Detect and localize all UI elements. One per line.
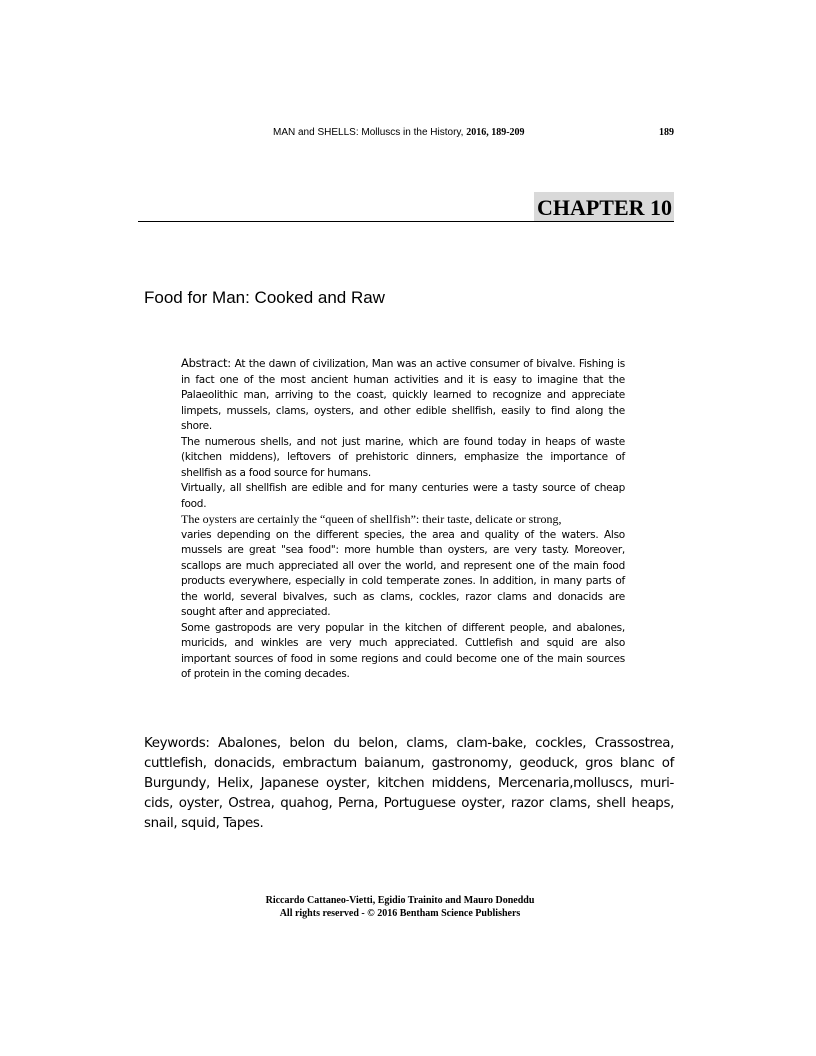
abstract-paragraph: Virtually, all shellfish are edible and for many centuries were a tasty source of cheap food.: [181, 482, 625, 510]
page-number: 189: [659, 127, 674, 138]
journal-title: MAN and SHELLS: Molluscs in the History,: [273, 127, 467, 138]
abstract-paragraph: Some gastropods are very popular in the kitchen of different people, and abalones, muricids, and winkles are very much appreciated. Cuttlefish and squid are also important sources of food in some regions and could become one of the main sources of protein in the coming decades.: [181, 621, 625, 680]
footer-rights: All rights reserved - © 2016 Bentham Science Publishers: [279, 908, 521, 919]
abstract-paragraph: varies depending on the different species, the area and quality of the waters. Also mussels are great "sea food": more humble than oysters, are very tasty. Moreover, scallops are much appreciated all over the world, and represent one of the main food products everywhere, especially in cold temperate zones. In addition, in many parts of the world, several bivalves, such as clams, cockles, razor clams and donacids are sought after and appreciated.: [181, 528, 625, 618]
abstract-paragraph: [181, 356, 625, 435]
journal-citation: 2016, 189-209: [466, 127, 525, 138]
chapter-divider: [138, 221, 674, 222]
chapter-label: CHAPTER 10: [534, 192, 674, 222]
abstract-paragraph: The oysters are certainly the “queen of shellfish”: their taste, delicate or strong,: [181, 512, 562, 526]
chapter-title: Food for Man: Cooked and Raw: [144, 288, 385, 307]
running-head: [0, 127, 816, 141]
abstract-paragraph: The numerous shells, and not just marine, which are found today in heaps of waste (kitchen middens), leftovers of prehistoric dinners, emphasize the importance of shellfish as a food source for humans.: [181, 435, 625, 479]
abstract-label: Abstract:: [181, 356, 235, 370]
footer: [0, 894, 816, 920]
footer-authors: Riccardo Cattaneo-Vietti, Egidio Trainito and Mauro Doneddu: [265, 895, 535, 906]
abstract-text: At the dawn of civilization, Man was an active consumer of bivalve. Fishing is in fact one of the most ancient human activities and it is easy to imagine that the Palaeolithic man, arriving to the coast, quickly learned to recognize and appreciate limpets, mussels, clams, oysters, and other edible shellfish, easily to find along the shore.: [181, 358, 625, 432]
keywords: Keywords: Abalones, belon du belon, clams, clam-bake, cockles, Crassostrea, cuttlefish, donacids, embractum baianum, gastronomy, geoduck, gros blanc of Burgundy, Helix, Japanese oyster, kitchen middens, Mercenaria,molluscs, muri-cids, oyster, Ostrea, quahog, Perna, Portuguese oyster, razor clams, shell heaps, snail, squid, Tapes.: [144, 736, 674, 831]
running-head-title: [273, 127, 525, 138]
abstract: [181, 356, 625, 683]
